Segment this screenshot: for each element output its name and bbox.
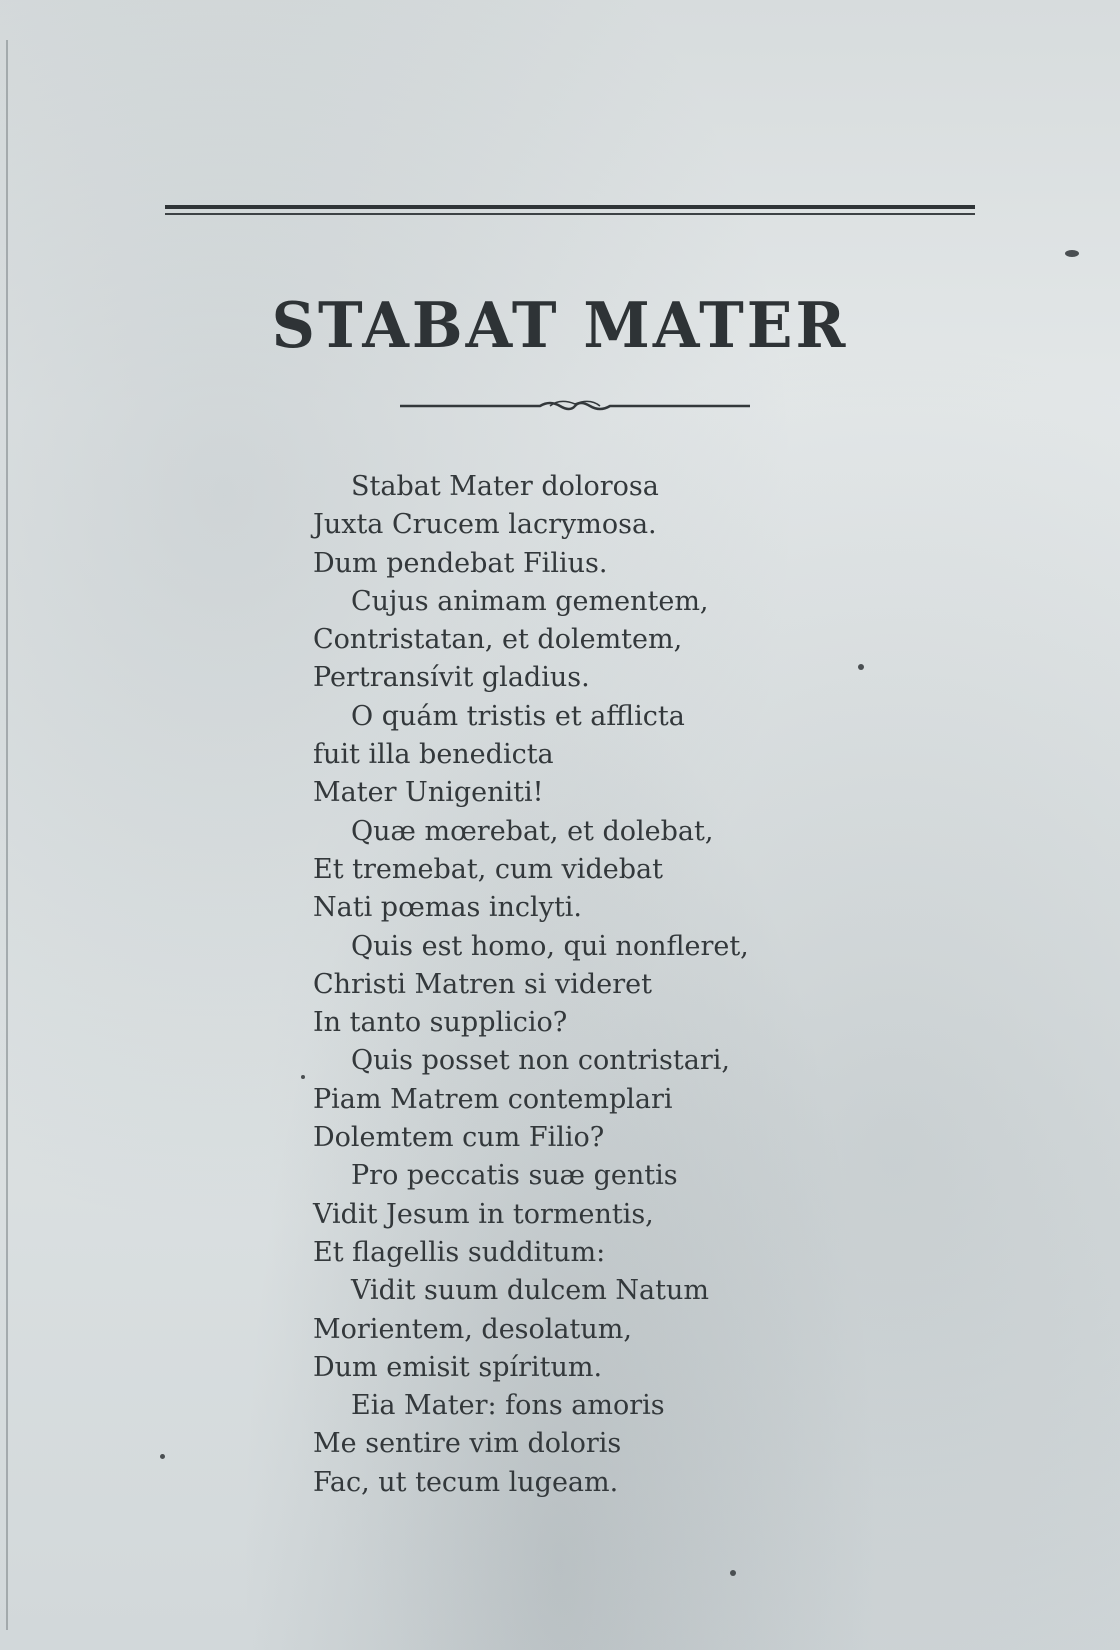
poem-line: Et flagellis sudditum:	[313, 1236, 606, 1268]
poem-line: Juxta Crucem lacrymosa.	[313, 509, 657, 541]
poem-line: Vidit Jesum in tormentis,	[313, 1198, 654, 1230]
ink-speck	[160, 1454, 165, 1459]
poem-line: Quæ mœrebat, et dolebat,	[351, 815, 714, 847]
poem-line: O quám tristis et afflicta	[351, 700, 685, 732]
ink-speck	[301, 1075, 305, 1079]
poem-body	[313, 468, 913, 1502]
page-edge	[6, 40, 8, 1630]
poem-line: Dum pendebat Filius.	[313, 547, 608, 579]
poem-line: Christi Matren si videret	[313, 968, 652, 1000]
poem-line: Mater Unigeniti!	[313, 777, 544, 809]
ink-speck	[1065, 250, 1079, 257]
poem-line: Dolemtem cum Filio?	[313, 1122, 605, 1154]
ink-speck	[730, 1570, 736, 1576]
poem-line: Piam Matrem contemplari	[313, 1083, 673, 1115]
poem-title: STABAT MATER	[271, 289, 849, 363]
poem-line: fuit illa benedicta	[313, 739, 554, 771]
poem-line: Quis posset non contristari,	[351, 1045, 730, 1077]
poem-line: Contristatan, et dolemtem,	[313, 624, 683, 656]
poem-line: In tanto supplicio?	[313, 1007, 568, 1039]
poem-line: Morientem, desolatum,	[313, 1313, 632, 1345]
poem-line: Fac, ut tecum lugeam.	[313, 1466, 619, 1498]
poem-line: Pro peccatis suæ gentis	[351, 1160, 678, 1192]
poem-line: Dum emisit spíritum.	[313, 1351, 603, 1383]
poem-line: Quis est homo, qui nonfleret,	[351, 930, 749, 962]
poem-line: Eia Mater: fons amoris	[351, 1390, 665, 1422]
poem-line: Et tremebat, cum videbat	[313, 853, 663, 885]
poem-line: Stabat Mater dolorosa	[351, 471, 659, 502]
poem-line: Vidit suum dulcem Natum	[351, 1275, 709, 1307]
poem-line: Me sentire vim doloris	[313, 1428, 622, 1460]
poem-line: Cujus animam gementem,	[351, 585, 709, 617]
ornament-divider	[400, 396, 750, 416]
poem-line: Nati pœmas inclyti.	[313, 892, 583, 924]
top-double-rule	[165, 205, 975, 217]
poem-line: Pertransívit gladius.	[313, 662, 590, 694]
